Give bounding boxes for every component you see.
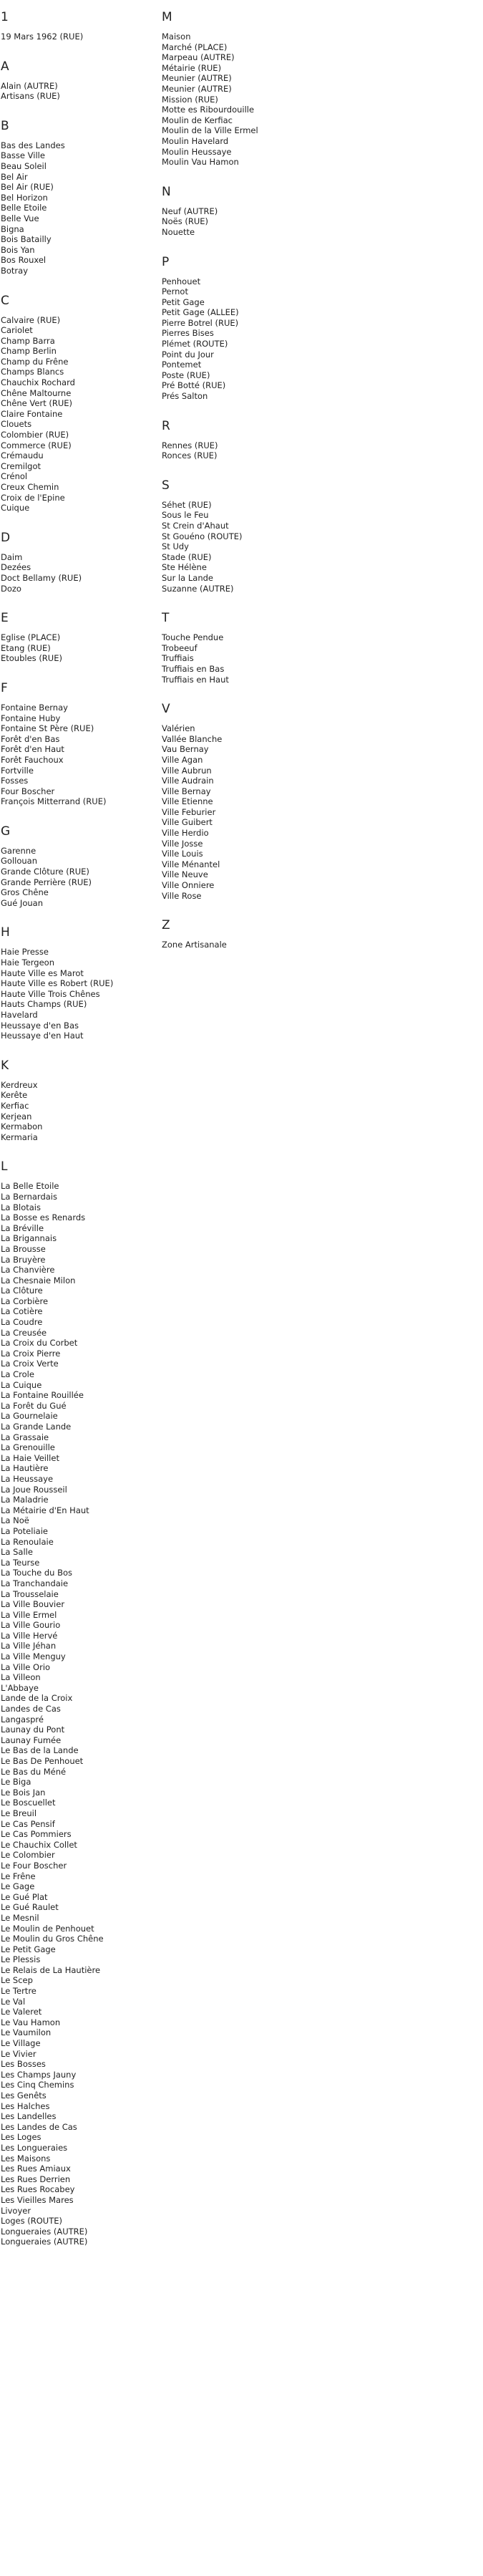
street-link[interactable]: La Cuique: [1, 1379, 42, 1390]
street-link[interactable]: Suzanne (AUTRE): [162, 583, 234, 594]
street-link[interactable]: La Coudre: [1, 1317, 43, 1328]
street-link[interactable]: Les Rues Amiaux: [1, 2163, 71, 2174]
street-link[interactable]: Ville Agan: [162, 754, 203, 765]
letter-section-h: [1, 925, 158, 1041]
section-letter-heading: K: [1, 1058, 9, 1073]
street-link[interactable]: Livoyer: [1, 2205, 31, 2216]
street-link[interactable]: Pontemet: [162, 360, 202, 370]
street-link[interactable]: La Bréville: [1, 1222, 44, 1233]
street-link[interactable]: Truffiais en Haut: [162, 674, 229, 685]
street-link[interactable]: Marpeau (AUTRE): [162, 52, 235, 63]
letter-section-a: [1, 59, 158, 102]
street-link[interactable]: Clouets: [1, 419, 32, 430]
street-link[interactable]: Pernot: [162, 286, 188, 297]
street-link[interactable]: La Trousselaie: [1, 1588, 59, 1599]
street-link[interactable]: La Tranchandaie: [1, 1578, 69, 1588]
street-link[interactable]: Pré Botté (RUE): [162, 380, 226, 391]
street-link[interactable]: St Udy: [162, 541, 189, 552]
street-link[interactable]: Motte es Ribourdouille: [162, 105, 255, 115]
street-link[interactable]: La Ville Orio: [1, 1661, 51, 1672]
street-link[interactable]: Truffiais: [162, 653, 194, 664]
street-link[interactable]: Les Halches: [1, 2100, 50, 2111]
street-link[interactable]: La Métairie d'En Haut: [1, 1505, 89, 1515]
street-link[interactable]: Ville Josse: [162, 838, 203, 849]
street-link[interactable]: Séhet (RUE): [162, 499, 212, 510]
street-link[interactable]: Mission (RUE): [162, 94, 218, 105]
street-link[interactable]: Landes de Cas: [1, 1704, 61, 1714]
letter-section-n: [162, 185, 319, 238]
street-link[interactable]: Le Scep: [1, 1975, 33, 1986]
street-link[interactable]: Le Cas Pommiers: [1, 1829, 72, 1840]
letter-section-e: [1, 611, 158, 664]
street-link[interactable]: Haute Ville es Robert (RUE): [1, 978, 114, 989]
street-link[interactable]: Neuf (AUTRE): [162, 206, 218, 216]
letter-section-r: [162, 419, 319, 461]
street-link[interactable]: Vallée Blanche: [162, 733, 223, 744]
street-link[interactable]: Ville Guibert: [162, 817, 213, 828]
street-link[interactable]: Les Bosses: [1, 2059, 46, 2070]
street-link[interactable]: La Ville Gourio: [1, 1620, 61, 1631]
street-link[interactable]: Cremilgot: [1, 460, 42, 471]
street-link[interactable]: La Ville Menguy: [1, 1651, 66, 1662]
street-link[interactable]: Doct Bellamy (RUE): [1, 572, 82, 583]
section-letter-heading: F: [1, 680, 8, 695]
street-link[interactable]: Crémaudu: [1, 450, 44, 461]
street-link[interactable]: La Ville Jéhan: [1, 1641, 57, 1651]
section-letter-heading: C: [1, 293, 9, 308]
street-link[interactable]: Meunier (AUTRE): [162, 83, 232, 94]
street-link[interactable]: Kerête: [1, 1090, 28, 1101]
street-link[interactable]: Belle Etoile: [1, 203, 47, 213]
section-letter-heading: P: [162, 254, 170, 269]
street-link[interactable]: Colombier (RUE): [1, 430, 69, 440]
street-link[interactable]: Cuique: [1, 503, 30, 513]
street-link[interactable]: Kerjean: [1, 1111, 32, 1121]
street-link[interactable]: Le Moulin de Penhouet: [1, 1923, 94, 1934]
street-link[interactable]: Le Colombier: [1, 1850, 55, 1861]
street-link[interactable]: La Croix du Corbet: [1, 1338, 78, 1349]
street-link[interactable]: Les Rues Rocabey: [1, 2184, 75, 2195]
street-link[interactable]: Forêt d'en Bas: [1, 733, 60, 744]
street-link[interactable]: La Brigannais: [1, 1233, 57, 1244]
street-link[interactable]: Poste (RUE): [162, 370, 210, 380]
street-link[interactable]: La Heussaye: [1, 1473, 54, 1484]
street-link[interactable]: Ville Onniere: [162, 880, 215, 891]
section-letter-heading: Z: [162, 918, 170, 933]
street-link[interactable]: Fosses: [1, 776, 29, 786]
street-link[interactable]: Les Rues Derrien: [1, 2174, 71, 2184]
street-link[interactable]: Le Gué Raulet: [1, 1902, 59, 1913]
street-link[interactable]: Beau Soleil: [1, 160, 47, 171]
street-link[interactable]: Bigna: [1, 223, 24, 234]
street-link[interactable]: Moulin Vau Hamon: [162, 157, 239, 168]
street-link[interactable]: La Cotière: [1, 1306, 43, 1317]
street-link[interactable]: Pierres Bises: [162, 328, 214, 339]
street-link[interactable]: Le Gué Plat: [1, 1891, 48, 1902]
street-link[interactable]: Trobeeuf: [162, 642, 197, 653]
street-link[interactable]: Kermabon: [1, 1121, 43, 1132]
street-link[interactable]: Nouette: [162, 226, 195, 237]
index-column-right: [162, 10, 319, 968]
street-link[interactable]: Le Biga: [1, 1777, 31, 1788]
street-link[interactable]: Dezées: [1, 562, 31, 573]
street-link[interactable]: Ville Aubrun: [162, 765, 212, 776]
street-link[interactable]: Ville Neuve: [162, 869, 208, 880]
street-link[interactable]: Artisans (RUE): [1, 91, 60, 102]
street-link[interactable]: Forêt d'en Haut: [1, 744, 64, 755]
letter-section-g: [1, 824, 158, 909]
street-link[interactable]: Le Relais de La Hautière: [1, 1964, 101, 1975]
street-link[interactable]: Fontaine St Père (RUE): [1, 723, 94, 734]
street-link[interactable]: Métairie (RUE): [162, 62, 222, 73]
street-link[interactable]: La Grenouille: [1, 1442, 55, 1453]
street-link[interactable]: Kermaria: [1, 1132, 38, 1142]
section-letter-heading: 1: [1, 10, 9, 24]
street-link[interactable]: Kerfiac: [1, 1100, 29, 1111]
street-link[interactable]: Ville Bernay: [162, 786, 211, 796]
street-link[interactable]: La Renoulaie: [1, 1536, 54, 1547]
street-link[interactable]: Loges (ROUTE): [1, 2216, 62, 2227]
street-link[interactable]: Claire Fontaine: [1, 408, 63, 419]
street-link[interactable]: Heussaye d'en Haut: [1, 1031, 84, 1041]
street-link[interactable]: La Croix Pierre: [1, 1348, 61, 1359]
section-letter-heading: R: [162, 418, 170, 433]
street-link[interactable]: St Gouéno (ROUTE): [162, 531, 243, 541]
street-link[interactable]: Le Tertre: [1, 1986, 36, 1997]
street-link[interactable]: Chauchix Rochard: [1, 377, 75, 388]
street-link[interactable]: Gollouan: [1, 856, 37, 867]
street-link[interactable]: Le Frêne: [1, 1871, 36, 1881]
street-link[interactable]: Longueraies (AUTRE): [1, 2237, 88, 2247]
letter-section-b: [1, 119, 158, 276]
street-link[interactable]: Etang (RUE): [1, 642, 51, 653]
street-link[interactable]: La Noë: [1, 1515, 29, 1526]
street-link[interactable]: Les Vieilles Mares: [1, 2194, 74, 2205]
section-letter-heading: S: [162, 478, 170, 493]
street-link[interactable]: Les Champs Jauny: [1, 2069, 77, 2080]
street-link[interactable]: Ville Louis: [162, 849, 203, 859]
street-link[interactable]: Touche Pendue: [162, 632, 224, 643]
letter-section-l: [1, 1159, 158, 2247]
street-link[interactable]: La Poteliaie: [1, 1525, 48, 1536]
street-link[interactable]: Longueraies (AUTRE): [1, 2226, 88, 2237]
street-link[interactable]: Penhouet: [162, 276, 201, 286]
street-link[interactable]: Les Landes de Cas: [1, 2121, 77, 2132]
letter-section-v: [162, 702, 319, 901]
letter-section-d: [1, 531, 158, 594]
street-link[interactable]: Le Plessis: [1, 1954, 41, 1965]
street-link[interactable]: Ville Ménantel: [162, 859, 220, 869]
section-letter-heading: N: [162, 184, 171, 199]
street-link[interactable]: Champ Barra: [1, 335, 55, 346]
street-link[interactable]: Le Bas de la Lande: [1, 1745, 79, 1756]
street-link[interactable]: Stade (RUE): [162, 551, 212, 562]
street-link[interactable]: La Touche du Bos: [1, 1568, 73, 1578]
street-link[interactable]: Ville Herdio: [162, 828, 209, 839]
street-link[interactable]: Bos Rouxel: [1, 255, 47, 266]
street-link[interactable]: Four Boscher: [1, 786, 55, 796]
letter-section-t: [162, 611, 319, 685]
street-link[interactable]: Lande de la Croix: [1, 1693, 73, 1704]
street-link[interactable]: Maison: [162, 32, 191, 42]
street-link[interactable]: Meunier (AUTRE): [162, 73, 232, 84]
street-link[interactable]: Le Mesnil: [1, 1912, 39, 1923]
street-link[interactable]: Ronces (RUE): [162, 450, 218, 461]
street-link[interactable]: Petit Gage (ALLEE): [162, 307, 239, 318]
street-link[interactable]: Ville Etienne: [162, 796, 213, 807]
street-link[interactable]: Gros Chêne: [1, 887, 49, 898]
street-link[interactable]: La Maladrie: [1, 1495, 49, 1505]
section-letter-heading: G: [1, 824, 11, 839]
section-letter-heading: E: [1, 611, 9, 626]
street-link[interactable]: Fontaine Huby: [1, 713, 61, 723]
street-link[interactable]: Launay Fumée: [1, 1735, 62, 1745]
street-link[interactable]: Le Petit Gage: [1, 1944, 56, 1954]
street-link[interactable]: Basse Ville: [1, 150, 45, 161]
street-link[interactable]: Ville Feburier: [162, 806, 216, 817]
letter-section-m: [162, 10, 319, 168]
street-link[interactable]: Valérien: [162, 723, 195, 734]
street-link[interactable]: La Bernardais: [1, 1191, 57, 1202]
street-link[interactable]: Heussaye d'en Bas: [1, 1020, 79, 1031]
street-link[interactable]: Champs Blancs: [1, 367, 64, 377]
street-link[interactable]: Marché (PLACE): [162, 42, 228, 52]
street-link[interactable]: La Ville Bouvier: [1, 1599, 65, 1610]
street-link[interactable]: Bel Air: [1, 171, 28, 182]
street-link[interactable]: Fontaine Bernay: [1, 702, 68, 713]
section-letter-heading: V: [162, 702, 170, 717]
street-link[interactable]: Chêne Maltourne: [1, 387, 72, 398]
street-link[interactable]: La Creusée: [1, 1327, 47, 1338]
street-link[interactable]: Les Genêts: [1, 2090, 47, 2100]
street-link[interactable]: Le Vau Hamon: [1, 2017, 61, 2027]
street-link[interactable]: Champ du Frêne: [1, 356, 69, 367]
letter-section-c: [1, 294, 158, 513]
street-link[interactable]: Le Bas du Méné: [1, 1766, 67, 1777]
letter-section-f: [1, 681, 158, 807]
street-link[interactable]: Botray: [1, 265, 29, 276]
street-link[interactable]: La Villeon: [1, 1672, 41, 1683]
street-link[interactable]: La Bosse es Renards: [1, 1212, 86, 1223]
street-link[interactable]: Moulin de Kerfiac: [162, 115, 233, 125]
section-letter-heading: T: [162, 611, 170, 626]
street-link[interactable]: Belle Vue: [1, 213, 39, 223]
street-link[interactable]: Les Landelles: [1, 2111, 57, 2122]
street-link[interactable]: Plémet (ROUTE): [162, 339, 228, 349]
letter-section-s: [162, 478, 319, 594]
street-link[interactable]: La Grassaie: [1, 1432, 49, 1442]
street-link[interactable]: Pierre Botrel (RUE): [162, 317, 239, 328]
street-link[interactable]: Le Boscuellet: [1, 1798, 56, 1808]
street-link[interactable]: Bois Batailly: [1, 234, 52, 245]
street-link[interactable]: Le Moulin du Gros Chêne: [1, 1934, 104, 1944]
street-link[interactable]: Le Vivier: [1, 2048, 36, 2059]
street-link[interactable]: La Fontaine Rouillée: [1, 1390, 84, 1401]
street-link[interactable]: Le Village: [1, 2038, 41, 2049]
street-link[interactable]: Calvaire (RUE): [1, 314, 61, 325]
street-link[interactable]: La Belle Etoile: [1, 1181, 59, 1192]
street-link[interactable]: Ste Hélène: [162, 562, 207, 573]
street-link[interactable]: La Croix Verte: [1, 1359, 59, 1369]
street-link[interactable]: Sous le Feu: [162, 510, 209, 521]
street-link[interactable]: Le Bois Jan: [1, 1787, 46, 1798]
index-column-left: [1, 10, 158, 2264]
street-link[interactable]: Forêt Fauchoux: [1, 754, 64, 765]
street-link[interactable]: Noës (RUE): [162, 216, 209, 227]
street-link[interactable]: 19 Mars 1962 (RUE): [1, 32, 84, 42]
street-link[interactable]: La Brousse: [1, 1243, 46, 1254]
street-link[interactable]: Eglise (PLACE): [1, 632, 61, 643]
street-link[interactable]: Commerce (RUE): [1, 440, 72, 450]
street-link[interactable]: Bas des Landes: [1, 140, 65, 150]
street-link[interactable]: Le Breuil: [1, 1808, 37, 1818]
street-link[interactable]: Launay du Pont: [1, 1724, 65, 1735]
street-link[interactable]: Le Vaumilon: [1, 2027, 52, 2038]
street-link[interactable]: Croix de l'Epine: [1, 492, 65, 503]
street-link[interactable]: Le Valeret: [1, 2007, 42, 2017]
street-link[interactable]: Kerdreux: [1, 1079, 38, 1090]
street-link[interactable]: Ville Audrain: [162, 776, 214, 786]
street-link[interactable]: Les Longueraies: [1, 2142, 68, 2153]
street-link[interactable]: Champ Berlin: [1, 346, 57, 357]
street-link[interactable]: François Mitterrand (RUE): [1, 796, 107, 807]
street-link[interactable]: Vau Bernay: [162, 744, 209, 755]
street-link[interactable]: Grande Perrière (RUE): [1, 877, 92, 887]
street-link[interactable]: Sur la Lande: [162, 572, 213, 583]
street-link[interactable]: Petit Gage: [162, 296, 205, 307]
street-link[interactable]: Cariolet: [1, 325, 33, 336]
street-link[interactable]: Bel Horizon: [1, 192, 48, 203]
street-link[interactable]: Bois Yan: [1, 244, 35, 255]
street-link[interactable]: Le Cas Pensif: [1, 1818, 55, 1829]
street-link[interactable]: Le Chauchix Collet: [1, 1839, 77, 1850]
street-link[interactable]: Truffiais en Bas: [162, 663, 225, 674]
street-link[interactable]: Moulin de la Ville Ermel: [162, 125, 258, 136]
street-link[interactable]: La Forêt du Gué: [1, 1400, 67, 1411]
street-link[interactable]: Moulin Heussaye: [162, 146, 232, 157]
street-link[interactable]: La Haie Veillet: [1, 1452, 59, 1463]
street-link[interactable]: Zone Artisanale: [162, 940, 227, 950]
section-letter-heading: A: [1, 59, 9, 74]
street-link[interactable]: La Ville Hervé: [1, 1630, 58, 1641]
street-link[interactable]: Le Val: [1, 1996, 26, 2007]
street-link[interactable]: Daim: [1, 551, 23, 562]
street-link[interactable]: La Grande Lande: [1, 1422, 72, 1432]
street-link[interactable]: Alain (AUTRE): [1, 80, 58, 91]
street-link[interactable]: Les Maisons: [1, 2153, 51, 2163]
street-link[interactable]: Creux Chemin: [1, 482, 59, 492]
street-link[interactable]: La Blotais: [1, 1202, 41, 1212]
street-link[interactable]: La Chesnaie Milon: [1, 1275, 76, 1285]
street-link[interactable]: Le Bas De Penhouet: [1, 1756, 84, 1766]
section-letter-heading: B: [1, 118, 9, 133]
street-link[interactable]: Moulin Havelard: [162, 135, 229, 146]
street-link[interactable]: La Gournelaie: [1, 1411, 58, 1422]
street-link[interactable]: Dozo: [1, 583, 21, 594]
street-link[interactable]: Langaspré: [1, 1714, 44, 1724]
street-link[interactable]: Garenne: [1, 845, 36, 856]
street-link[interactable]: La Crole: [1, 1369, 34, 1380]
street-link[interactable]: La Hautière: [1, 1463, 49, 1474]
street-link[interactable]: Prés Salton: [162, 391, 208, 402]
street-link[interactable]: La Bruyère: [1, 1254, 46, 1265]
section-letter-heading: M: [162, 10, 172, 24]
street-link[interactable]: Les Loges: [1, 2132, 42, 2143]
street-link[interactable]: Gué Jouan: [1, 897, 43, 908]
street-link[interactable]: La Chanvière: [1, 1265, 55, 1275]
street-link[interactable]: Haie Tergeon: [1, 957, 54, 968]
section-letter-heading: D: [1, 530, 11, 545]
street-link[interactable]: Grande Clôture (RUE): [1, 867, 89, 877]
street-link[interactable]: Crénol: [1, 471, 28, 482]
street-link[interactable]: Haute Ville es Marot: [1, 968, 84, 978]
street-link[interactable]: Haute Ville Trois Chênes: [1, 988, 100, 999]
street-link[interactable]: St Crein d'Ahaut: [162, 521, 229, 531]
street-link[interactable]: La Joue Rousseil: [1, 1484, 67, 1495]
street-link[interactable]: Chêne Vert (RUE): [1, 398, 73, 409]
street-link[interactable]: La Corbière: [1, 1296, 49, 1306]
street-link[interactable]: Ville Rose: [162, 890, 202, 901]
street-link[interactable]: Hauts Champs (RUE): [1, 999, 87, 1010]
street-link[interactable]: L'Abbaye: [1, 1682, 39, 1693]
street-link[interactable]: Haie Presse: [1, 947, 49, 957]
letter-section-1: [1, 10, 158, 42]
street-link[interactable]: Fortville: [1, 765, 34, 776]
street-link[interactable]: La Teurse: [1, 1557, 40, 1568]
section-letter-heading: H: [1, 925, 10, 940]
street-link[interactable]: Bel Air (RUE): [1, 182, 54, 193]
section-letter-heading: L: [1, 1159, 8, 1174]
street-link[interactable]: Rennes (RUE): [162, 440, 218, 450]
letter-section-k: [1, 1058, 158, 1143]
street-link[interactable]: La Ville Ermel: [1, 1609, 57, 1620]
letter-section-z: [162, 918, 319, 950]
street-link[interactable]: Point du Jour: [162, 349, 214, 360]
street-link[interactable]: Le Gage: [1, 1881, 35, 1892]
street-link[interactable]: La Salle: [1, 1547, 33, 1558]
street-link[interactable]: Les Cinq Chemins: [1, 2080, 74, 2090]
street-link[interactable]: Le Four Boscher: [1, 1860, 67, 1871]
street-link[interactable]: Havelard: [1, 1010, 38, 1020]
letter-section-p: [162, 255, 319, 402]
street-link[interactable]: La Clôture: [1, 1285, 43, 1296]
street-link[interactable]: Etoubles (RUE): [1, 653, 62, 664]
